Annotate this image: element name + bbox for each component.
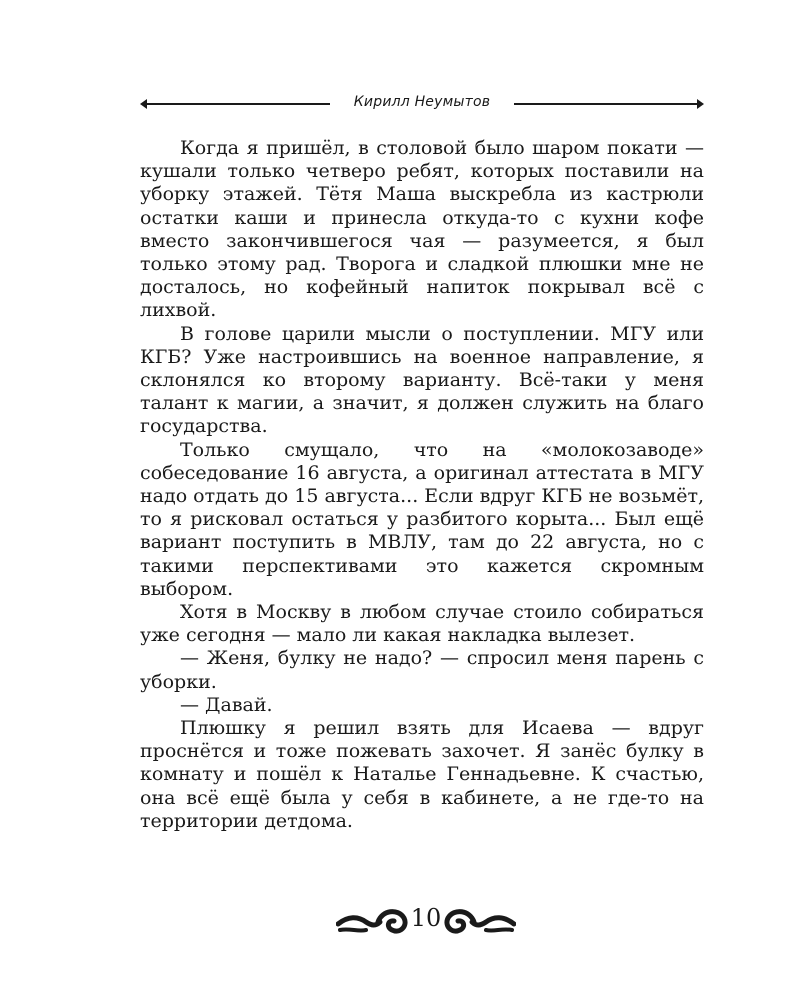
paragraph-2: В голове царили мысли о поступлении. МГУ или КГБ? Уже настроившись на военное направление, я склонялся ко второму варианту. Всё-таки у меня талант к магии, а значит, я должен служить на благо государства.	[140, 322, 704, 438]
body-text	[140, 137, 704, 833]
paragraph-3: Только смущало, что на «молокозаводе» собеседование 16 августа, а оригинал аттестата в МГУ надо отдать до 15 августа... Если вдруг КГБ не возьмёт, то я рисковал остаться у разбитого корыта... Был ещё вариант поступить в МВЛУ, там до 22 августа, но с такими перспективами это кажется скромным выбором.	[140, 438, 704, 600]
scroll-ornament-icon	[440, 902, 516, 936]
dialogue-line-1: — Женя, булку не надо? — спросил меня парень с уборки.	[140, 647, 704, 693]
paragraph-4: Хотя в Москву в любом случае стоило собираться уже сегодня — мало ли какая накладка вылезет.	[140, 601, 704, 647]
running-header	[140, 92, 704, 116]
header-author-title: Кирилл Неумытов	[353, 94, 491, 110]
dialogue-line-2: — Давай.	[180, 693, 273, 716]
header-rule-right	[514, 103, 700, 105]
paragraph-5: Плюшку я решил взять для Исаева — вдруг проснётся и тоже пожевать захочет. Я занёс булку в комнату и пошёл к Наталье Геннадьевне. К счастью, она всё ещё была у себя в кабинете, а не где-то на территории детдома.	[140, 717, 704, 832]
right-arrow-icon	[697, 99, 704, 109]
page-footer	[336, 898, 516, 942]
paragraph-1: Когда я пришёл, в столовой было шаром покати — кушали только четверо ребят, которых поставили на уборку этажей. Тётя Маша выскребла из кастрюли остатки каши и принесла откуда-то с кухни кофе вместо закончившегося чая — разумеется, я был только этому рад. Творога и сладкой плюшки мне не досталось, но кофейный напиток покрывал всё с лихвой.	[140, 137, 704, 322]
page-number: 10	[410, 904, 442, 932]
